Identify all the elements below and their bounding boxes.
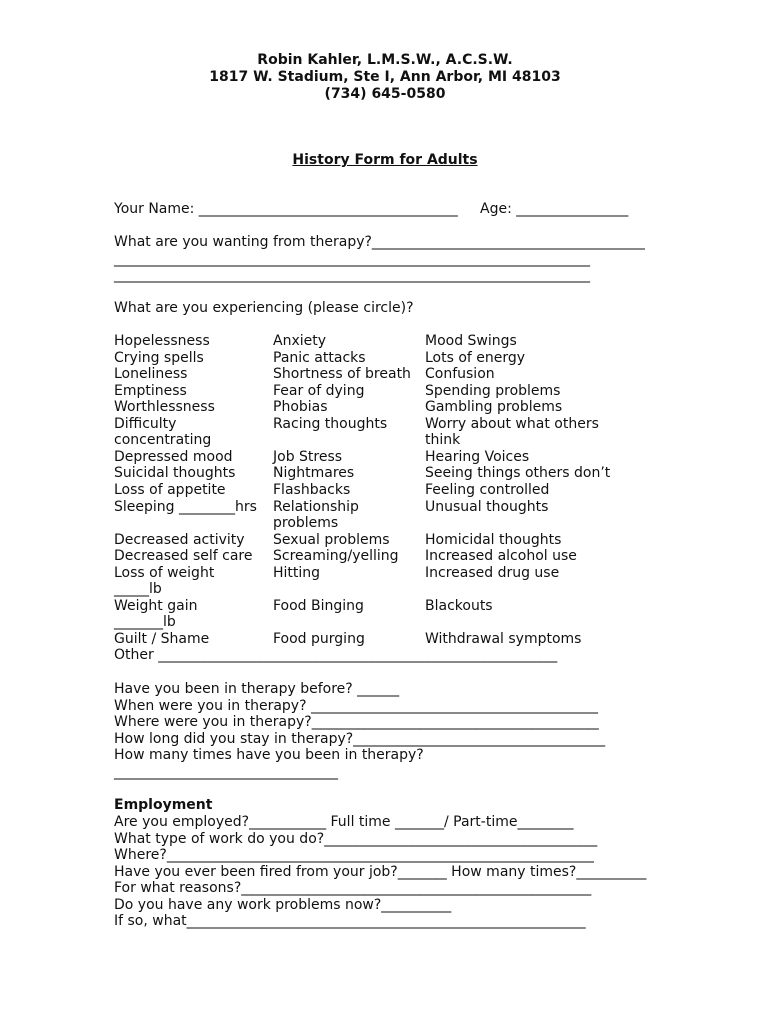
therapist-phone: (734) 645-0580 — [324, 86, 446, 102]
symptom-col3-item-14[interactable]: Increased drug use — [425, 564, 560, 581]
symptom-col2-item-10[interactable]: Relationship — [273, 498, 359, 515]
therapy-goals-field[interactable]: What are you wanting from therapy?_______________________________________ — [114, 234, 645, 250]
name-age-field[interactable]: Your Name: _____________________________________ Age: ________________ — [114, 201, 629, 217]
employment-line-6[interactable]: If so, what_________________________________________________________ — [114, 913, 586, 930]
employment-line-0[interactable]: Are you employed?___________ Full time _______/ Part-time________ — [114, 814, 574, 830]
symptom-col1-item-5[interactable]: Difficulty — [114, 415, 177, 432]
symptom-col2-item-18[interactable]: Food purging — [273, 630, 365, 647]
symptom-col2-item-9[interactable]: Flashbacks — [273, 481, 351, 498]
symptom-col1-item-15[interactable]: _____lb — [114, 581, 162, 598]
symptom-col1-item-1[interactable]: Crying spells — [114, 349, 204, 366]
symptom-col1-item-4[interactable]: Worthlessness — [114, 399, 215, 416]
symptom-col1-item-12[interactable]: Decreased activity — [114, 531, 245, 548]
symptom-col3-item-3[interactable]: Spending problems — [425, 382, 561, 399]
symptom-col1-item-2[interactable]: Loneliness — [114, 366, 188, 383]
symptom-col3-item-16[interactable]: Blackouts — [425, 597, 493, 614]
symptom-col1-item-9[interactable]: Loss of appetite — [114, 481, 226, 498]
symptom-col1-item-0[interactable]: Hopelessness — [114, 333, 210, 349]
symptom-col3-item-12[interactable]: Homicidal thoughts — [425, 531, 562, 548]
form-title: History Form for Adults — [292, 152, 478, 168]
symptom-col2-item-4[interactable]: Phobias — [273, 399, 328, 416]
symptom-col2-item-3[interactable]: Fear of dying — [273, 382, 365, 399]
employment-heading: Employment — [114, 797, 213, 813]
symptom-col3-item-8[interactable]: Seeing things others don’t — [425, 465, 611, 482]
symptom-col1-item-8[interactable]: Suicidal thoughts — [114, 465, 236, 482]
symptom-col1-item-18[interactable]: Guilt / Shame — [114, 630, 210, 647]
experiencing-prompt: What are you experiencing (please circle)? — [114, 300, 414, 316]
symptom-col1-item-17[interactable]: _______lb — [114, 614, 176, 631]
symptom-col2-item-7[interactable]: Job Stress — [273, 448, 343, 465]
symptom-col3-item-5[interactable]: Worry about what others — [425, 415, 599, 432]
symptom-col3-item-0[interactable]: Mood Swings — [425, 333, 517, 349]
symptom-col3-item-2[interactable]: Confusion — [425, 366, 495, 383]
symptom-col2-item-11[interactable]: problems — [273, 515, 339, 532]
symptom-col1-item-6[interactable]: concentrating — [114, 432, 212, 449]
symptom-col2-item-14[interactable]: Hitting — [273, 564, 321, 581]
symptom-col3-item-9[interactable]: Feeling controlled — [425, 481, 550, 498]
therapy-goals-blank-2[interactable]: ____________________________________________________________________ — [114, 267, 590, 283]
employment-line-1[interactable]: What type of work do you do?_______________________________________ — [114, 830, 598, 847]
employment-line-5[interactable]: Do you have any work problems now?__________ — [114, 896, 452, 913]
symptom-col1-item-19[interactable]: Other _________________________________________________________ — [114, 647, 558, 664]
symptom-col3-item-18[interactable]: Withdrawal symptoms — [425, 630, 582, 647]
symptom-col1-item-3[interactable]: Emptiness — [114, 382, 187, 399]
symptom-col1-item-16[interactable]: Weight gain — [114, 597, 198, 614]
therapist-address: 1817 W. Stadium, Ste I, Ann Arbor, MI 48103 — [209, 69, 561, 85]
symptom-col1-item-14[interactable]: Loss of weight — [114, 564, 215, 581]
symptom-col2-item-13[interactable]: Screaming/yelling — [273, 548, 399, 565]
employment-line-3[interactable]: Have you ever been fired from your job?_______ How many times?__________ — [114, 863, 647, 880]
therapist-name: Robin Kahler, L.M.S.W., A.C.S.W. — [257, 52, 513, 68]
symptom-col1-item-10[interactable]: Sleeping ________hrs — [114, 498, 257, 515]
therapy-history-line-5[interactable]: ________________________________ — [114, 763, 338, 780]
symptom-col2-item-0[interactable]: Anxiety — [273, 333, 327, 349]
symptom-col2-item-12[interactable]: Sexual problems — [273, 531, 390, 548]
therapy-goals-blank-1[interactable]: ____________________________________________________________________ — [114, 251, 590, 267]
symptom-col2-item-5[interactable]: Racing thoughts — [273, 415, 388, 432]
therapy-history-line-2[interactable]: Where were you in therapy?_________________________________________ — [114, 714, 599, 731]
therapy-history-line-3[interactable]: How long did you stay in therapy?____________________________________ — [114, 730, 606, 747]
symptom-col3-item-7[interactable]: Hearing Voices — [425, 448, 530, 465]
symptom-col2-item-2[interactable]: Shortness of breath — [273, 366, 411, 383]
therapy-history-line-0[interactable]: Have you been in therapy before? ______ — [114, 681, 400, 697]
employment-line-2[interactable]: Where?_____________________________________________________________ — [114, 847, 594, 864]
symptom-col3-item-10[interactable]: Unusual thoughts — [425, 498, 549, 515]
employment-line-4[interactable]: For what reasons?__________________________________________________ — [114, 880, 592, 897]
therapy-history-line-4[interactable]: How many times have you been in therapy? — [114, 747, 424, 764]
symptom-col2-item-16[interactable]: Food Binging — [273, 597, 364, 614]
symptom-col3-item-6[interactable]: think — [425, 432, 461, 449]
symptom-col3-item-13[interactable]: Increased alcohol use — [425, 548, 577, 565]
symptom-col3-item-1[interactable]: Lots of energy — [425, 349, 526, 366]
symptom-col3-item-4[interactable]: Gambling problems — [425, 399, 563, 416]
symptom-col2-item-8[interactable]: Nightmares — [273, 465, 355, 482]
therapy-history-line-1[interactable]: When were you in therapy? _________________________________________ — [114, 697, 598, 714]
symptom-col1-item-7[interactable]: Depressed mood — [114, 448, 233, 465]
symptom-col2-item-1[interactable]: Panic attacks — [273, 349, 366, 366]
symptom-col1-item-13[interactable]: Decreased self care — [114, 548, 253, 565]
